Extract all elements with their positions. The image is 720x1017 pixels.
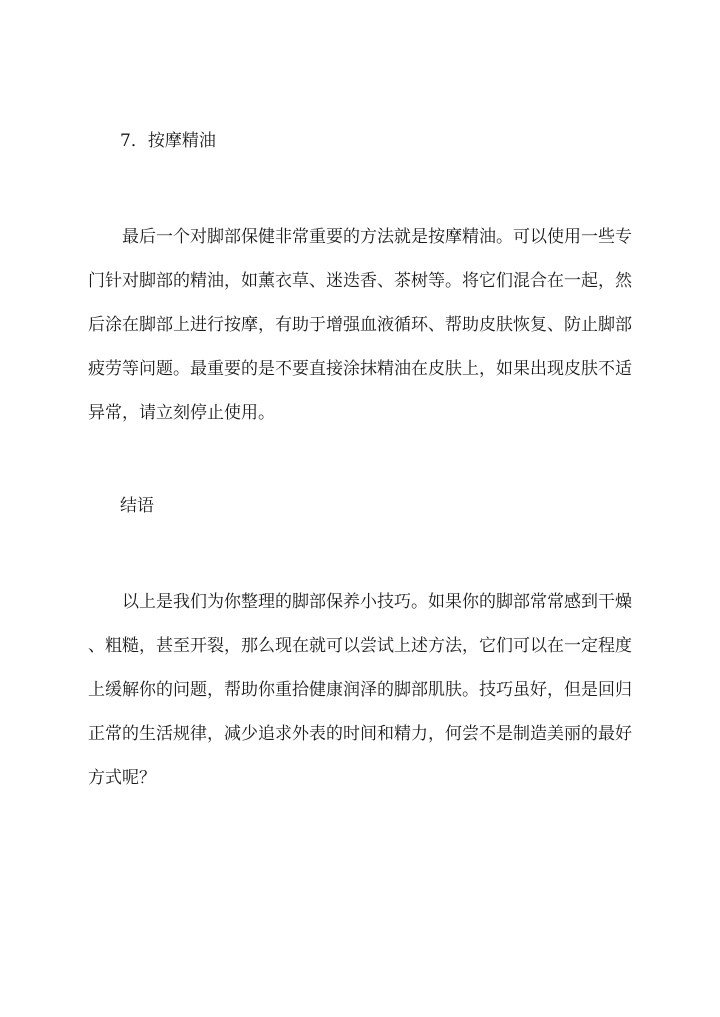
paragraph-line: 、粗糙，甚至开裂，那么现在就可以尝试上述方法，它们可以在一定程度 xyxy=(88,636,632,656)
paragraph-line: 门针对脚部的精油，如薰衣草、迷迭香、茶树等。将它们混合在一起，然 xyxy=(88,271,632,291)
paragraph-conclusion xyxy=(88,591,634,811)
section-heading-conclusion: 结语 xyxy=(120,496,154,516)
paragraph-line: 后涂在脚部上进行按摩，有助于增强血液循环、帮助皮肤恢复、防止脚部 xyxy=(88,315,632,335)
paragraph-line: 方式呢？ xyxy=(88,768,156,788)
paragraph-line: 最后一个对脚部保健非常重要的方法就是按摩精油。可以使用一些专 xyxy=(122,227,632,247)
section-heading-massage-oil: 7．按摩精油 xyxy=(120,131,216,151)
paragraph-line: 异常，请立刻停止使用。 xyxy=(88,403,275,423)
paragraph-line: 上缓解你的问题，帮助你重拾健康润泽的脚部肌肤。技巧虽好，但是回归 xyxy=(88,680,632,700)
paragraph-line: 以上是我们为你整理的脚部保养小技巧。如果你的脚部常常感到干燥 xyxy=(122,592,632,612)
paragraph-massage-oil xyxy=(88,226,634,446)
paragraph-line: 疲劳等问题。最重要的是不要直接涂抹精油在皮肤上，如果出现皮肤不适 xyxy=(88,359,632,379)
paragraph-line: 正常的生活规律，减少追求外表的时间和精力，何尝不是制造美丽的最好 xyxy=(88,724,632,744)
